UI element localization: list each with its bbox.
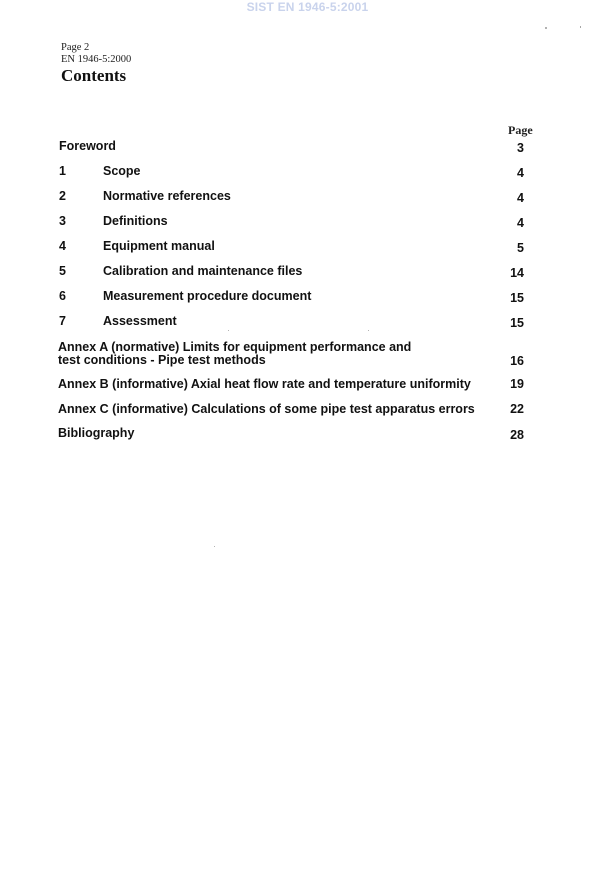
toc-entry-page: 28 [510, 428, 524, 442]
page-header [61, 42, 131, 66]
toc-entry-page: 3 [517, 141, 524, 155]
toc-entry-title: Calibration and maintenance files [103, 264, 303, 278]
toc-entry-title: Scope [103, 164, 141, 178]
toc-entry-title: Normative references [103, 189, 231, 203]
toc-entry-number: 3 [59, 214, 66, 228]
toc-entry-title: Annex A (normative) Limits for equipment performance and [58, 340, 412, 354]
toc-entry-title: Measurement procedure document [103, 289, 312, 303]
toc-entry-page: 15 [510, 291, 524, 305]
toc-entry-number: 5 [59, 264, 66, 278]
toc-entry-number: 6 [59, 289, 66, 303]
toc-entry-page: 15 [510, 316, 524, 330]
toc-entry-number: 4 [59, 239, 66, 253]
toc-entry-page: 14 [510, 266, 524, 280]
toc-entry-number: 7 [59, 314, 66, 328]
toc-entry-title: Equipment manual [103, 239, 215, 253]
toc-entry-page: 5 [517, 241, 524, 255]
toc-entry-title: Annex C (informative) Calculations of some pipe test apparatus errors [58, 402, 475, 416]
scan-speck [545, 27, 547, 29]
page-column-header: Page [508, 123, 533, 137]
toc-entry-title: Assessment [103, 314, 177, 328]
toc-entry-annex-a[interactable] [58, 341, 524, 369]
toc-entry-page: 4 [517, 191, 524, 205]
watermark-text: SIST EN 1946-5:2001 [246, 0, 369, 14]
toc-entry-number: 1 [59, 164, 66, 178]
toc-entry-number: 2 [59, 189, 66, 203]
toc-entry-page: 22 [510, 402, 524, 416]
scan-speck [368, 330, 369, 331]
toc-entry-page: 4 [517, 216, 524, 230]
page-number-label: Page 2 [61, 42, 90, 53]
toc-entry-page: 16 [510, 354, 524, 368]
toc-entry-title: Bibliography [58, 426, 135, 440]
standard-reference: EN 1946-5:2000 [61, 54, 132, 65]
toc-entry-title: Foreword [59, 139, 116, 153]
scan-speck [214, 546, 215, 547]
toc-entry-title: Annex B (informative) Axial heat flow rate and temperature uniformity [58, 377, 471, 391]
toc-entry-title-continued: test conditions - Pipe test methods [58, 353, 266, 367]
page-title: Contents [61, 66, 127, 85]
scan-speck [580, 26, 581, 28]
toc-entry-page: 4 [517, 166, 524, 180]
scan-speck [228, 330, 229, 331]
toc-entry-page: 19 [510, 377, 524, 391]
toc-entry-title: Definitions [103, 214, 168, 228]
